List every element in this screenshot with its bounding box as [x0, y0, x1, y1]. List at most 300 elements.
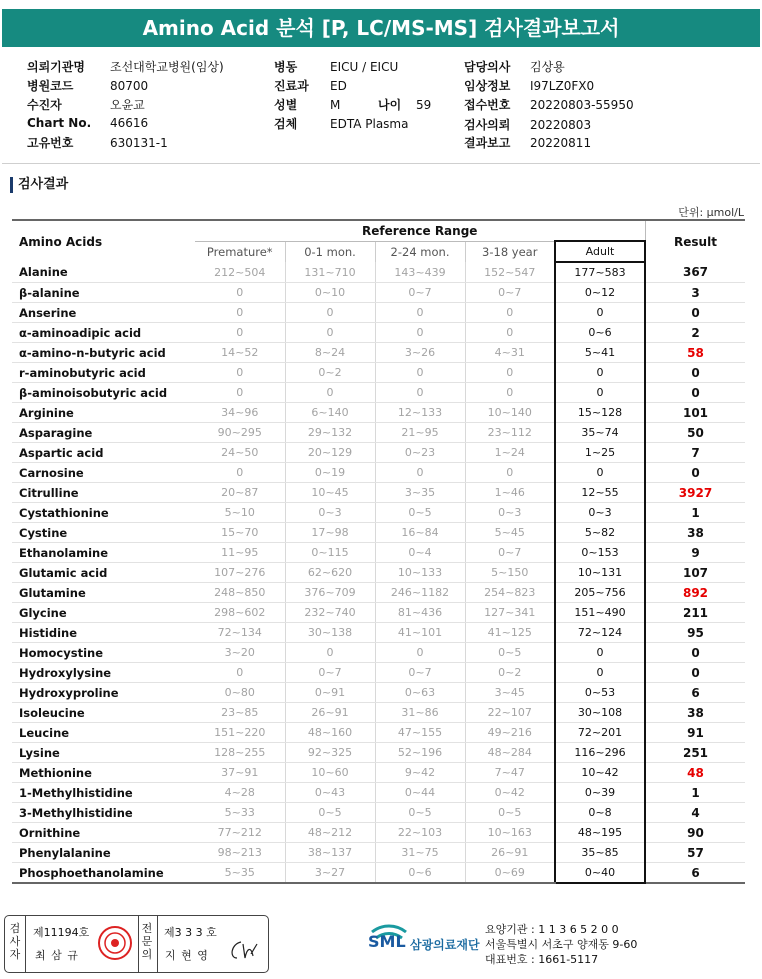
table-row	[12, 303, 745, 323]
reference-range-cell: 0~12	[555, 283, 645, 303]
reference-range-cell: 0~3	[465, 503, 555, 523]
reference-range-cell: 0	[285, 643, 375, 663]
reviewer-number: 제3 3 3 호	[164, 926, 217, 939]
reference-range-cell: 376~709	[285, 583, 375, 603]
unit-label: 단위: μmol/L	[678, 206, 744, 219]
reference-range-cell: 5~45	[465, 523, 555, 543]
reference-range-cell: 0~43	[285, 783, 375, 803]
examiner-name: 최 삼 규	[35, 949, 79, 962]
reference-range-cell: 35~74	[555, 423, 645, 443]
reference-range-cell: 0~63	[375, 683, 465, 703]
amino-acid-name: Asparagine	[12, 423, 195, 443]
table-row	[12, 603, 745, 623]
result-value: 58	[645, 343, 745, 363]
table-row	[12, 843, 745, 863]
reference-range-cell: 0	[465, 463, 555, 483]
receipt-label: 접수번호	[464, 98, 511, 112]
reference-range-cell: 254~823	[465, 583, 555, 603]
reference-range-cell: 24~50	[195, 443, 285, 463]
result-value: 367	[645, 262, 745, 283]
amino-acid-name: Arginine	[12, 403, 195, 423]
result-value: 91	[645, 723, 745, 743]
clinical-value: I97LZ0FX0	[530, 79, 595, 93]
reference-range-cell: 0~69	[465, 863, 555, 884]
reference-range-cell: 0~6	[375, 863, 465, 884]
reference-range-cell: 0	[195, 303, 285, 323]
amino-acid-name: Histidine	[12, 623, 195, 643]
examiner-label: 검사자	[9, 922, 21, 961]
table-row	[12, 523, 745, 543]
reference-range-cell: 5~150	[465, 563, 555, 583]
reference-range-cell: 26~91	[285, 703, 375, 723]
reference-range-cell: 26~91	[465, 843, 555, 863]
reference-range-cell: 41~101	[375, 623, 465, 643]
results-table	[12, 219, 745, 884]
amino-acid-name: Ornithine	[12, 823, 195, 843]
reference-range-cell: 1~24	[465, 443, 555, 463]
logo-text: SML	[368, 932, 406, 951]
reference-range-cell: 0~7	[375, 283, 465, 303]
chart-label: Chart No.	[27, 116, 92, 130]
reference-range-cell: 20~129	[285, 443, 375, 463]
reference-range-cell: 0~5	[465, 803, 555, 823]
sex-value: M	[330, 98, 341, 112]
reference-range-cell: 10~131	[555, 563, 645, 583]
reference-range-cell: 0~2	[465, 663, 555, 683]
reference-range-cell: 0	[555, 463, 645, 483]
reference-range-cell: 0	[195, 283, 285, 303]
amino-acid-name: Carnosine	[12, 463, 195, 483]
reference-range-cell: 3~35	[375, 483, 465, 503]
amino-acid-name: β-alanine	[12, 283, 195, 303]
reference-range-cell: 0~7	[465, 283, 555, 303]
amino-acid-name: Methionine	[12, 763, 195, 783]
col-0-1-mon: 0-1 mon.	[285, 241, 375, 262]
result-value: 6	[645, 683, 745, 703]
reference-range-cell: 0	[375, 323, 465, 343]
reference-range-cell: 0~23	[375, 443, 465, 463]
dept-value: ED	[330, 79, 347, 93]
table-row	[12, 383, 745, 403]
amino-acid-name: Glutamine	[12, 583, 195, 603]
amino-acid-name: r-aminobutyric acid	[12, 363, 195, 383]
reference-range-cell: 20~87	[195, 483, 285, 503]
amino-acid-name: Hydroxyproline	[12, 683, 195, 703]
reference-range-cell: 248~850	[195, 583, 285, 603]
table-row	[12, 343, 745, 363]
table-row	[12, 823, 745, 843]
result-value: 2	[645, 323, 745, 343]
amino-acid-name: Glutamic acid	[12, 563, 195, 583]
table-row	[12, 743, 745, 763]
reference-range-cell: 0	[555, 363, 645, 383]
result-value: 101	[645, 403, 745, 423]
result-value: 0	[645, 663, 745, 683]
result-value: 1	[645, 503, 745, 523]
org-phone: 대표번호 : 1661-5117	[485, 953, 599, 966]
reference-range-cell: 0	[285, 383, 375, 403]
result-value: 9	[645, 543, 745, 563]
col-result: Result	[645, 220, 745, 262]
reference-range-cell: 41~125	[465, 623, 555, 643]
reference-range-cell: 8~24	[285, 343, 375, 363]
request-row	[464, 116, 591, 133]
seal-icon	[97, 925, 133, 961]
amino-acid-name: Aspartic acid	[12, 443, 195, 463]
reference-range-cell: 0~3	[555, 503, 645, 523]
reference-range-cell: 72~201	[555, 723, 645, 743]
reviewer-label: 전문의	[141, 922, 153, 961]
reference-range-cell: 10~133	[375, 563, 465, 583]
reference-range-cell: 0	[555, 383, 645, 403]
reference-range-cell: 10~45	[285, 483, 375, 503]
request-value: 20220803	[530, 118, 592, 132]
result-value: 95	[645, 623, 745, 643]
table-row	[12, 763, 745, 783]
reference-range-cell: 5~33	[195, 803, 285, 823]
specimen-value: EDTA Plasma	[330, 117, 409, 131]
result-value: 50	[645, 423, 745, 443]
report-date-row	[464, 134, 591, 151]
reference-range-cell: 0~7	[375, 663, 465, 683]
reference-range-cell: 212~504	[195, 262, 285, 283]
result-value: 6	[645, 863, 745, 884]
amino-acid-name: Ethanolamine	[12, 543, 195, 563]
ward-label: 병동	[274, 60, 298, 74]
reference-range-cell: 37~91	[195, 763, 285, 783]
chart-value: 46616	[110, 116, 149, 130]
receipt-row	[464, 96, 634, 113]
reference-range-cell: 10~60	[285, 763, 375, 783]
reference-range-cell: 0	[375, 363, 465, 383]
table-row	[12, 683, 745, 703]
receipt-value: 20220803-55950	[530, 98, 634, 112]
reference-range-cell: 5~41	[555, 343, 645, 363]
amino-acid-name: Anserine	[12, 303, 195, 323]
name-label: 수진자	[27, 98, 62, 112]
report-title: Amino Acid 분석 [P, LC/MS-MS] 검사결과보고서	[2, 9, 760, 47]
reference-range-cell: 72~134	[195, 623, 285, 643]
result-value: 90	[645, 823, 745, 843]
reference-range-cell: 5~82	[555, 523, 645, 543]
result-value: 211	[645, 603, 745, 623]
reference-range-cell: 12~55	[555, 483, 645, 503]
reference-range-cell: 4~28	[195, 783, 285, 803]
reference-range-cell: 3~45	[465, 683, 555, 703]
reference-range-cell: 22~103	[375, 823, 465, 843]
reference-range-cell: 6~140	[285, 403, 375, 423]
reference-range-cell: 0	[195, 323, 285, 343]
amino-acid-name: Cystathionine	[12, 503, 195, 523]
reference-range-cell: 0	[195, 663, 285, 683]
reference-range-cell: 23~112	[465, 423, 555, 443]
amino-acid-name: 3-Methylhistidine	[12, 803, 195, 823]
sex-label: 성별	[274, 98, 298, 112]
reference-range-cell: 48~212	[285, 823, 375, 843]
result-value: 0	[645, 383, 745, 403]
table-row	[12, 363, 745, 383]
id-row	[27, 134, 168, 151]
hospital-value: 조선대학교병원(임상)	[110, 60, 224, 74]
reference-range-cell: 1~46	[465, 483, 555, 503]
reference-range-cell: 62~620	[285, 563, 375, 583]
reference-range-cell: 0~3	[285, 503, 375, 523]
reference-range-cell: 0~39	[555, 783, 645, 803]
col-premature: Premature*	[195, 241, 285, 262]
reference-range-cell: 90~295	[195, 423, 285, 443]
divider	[2, 163, 760, 164]
examiner-number: 제11194호	[33, 926, 90, 939]
amino-acid-name: Homocystine	[12, 643, 195, 663]
reference-range-cell: 0	[465, 303, 555, 323]
reference-range-cell: 205~756	[555, 583, 645, 603]
table-row	[12, 403, 745, 423]
id-value: 630131-1	[110, 136, 168, 150]
reference-range-cell: 0	[285, 323, 375, 343]
reference-range-cell: 0	[375, 463, 465, 483]
specimen-label: 검체	[274, 117, 298, 131]
reference-range-cell: 0~40	[555, 863, 645, 884]
reference-range-cell: 52~196	[375, 743, 465, 763]
reference-range-cell: 15~128	[555, 403, 645, 423]
col-amino-acids: Amino Acids	[12, 220, 195, 262]
table-row	[12, 643, 745, 663]
reference-range-cell: 0	[555, 303, 645, 323]
reference-range-cell: 1~25	[555, 443, 645, 463]
reference-range-cell: 31~86	[375, 703, 465, 723]
reference-range-cell: 17~98	[285, 523, 375, 543]
amino-acid-name: Alanine	[12, 262, 195, 283]
reference-range-cell: 127~341	[465, 603, 555, 623]
reference-range-cell: 14~52	[195, 343, 285, 363]
reference-range-cell: 15~70	[195, 523, 285, 543]
result-value: 0	[645, 303, 745, 323]
result-value: 892	[645, 583, 745, 603]
reference-range-cell: 0~19	[285, 463, 375, 483]
reference-range-cell: 0~80	[195, 683, 285, 703]
result-value: 38	[645, 703, 745, 723]
doctor-row	[464, 58, 565, 75]
table-row	[12, 863, 745, 884]
reference-range-cell: 131~710	[285, 262, 375, 283]
table-row	[12, 723, 745, 743]
table-row	[12, 283, 745, 303]
report-date-label: 결과보고	[464, 136, 511, 150]
reference-range-cell: 7~47	[465, 763, 555, 783]
reference-range-cell: 152~547	[465, 262, 555, 283]
amino-acid-name: Cystine	[12, 523, 195, 543]
reference-range-cell: 10~140	[465, 403, 555, 423]
reviewer-name: 지 현 영	[165, 949, 209, 962]
reference-range-cell: 246~1182	[375, 583, 465, 603]
amino-acid-name: 1-Methylhistidine	[12, 783, 195, 803]
reference-range-cell: 92~325	[285, 743, 375, 763]
reference-range-cell: 3~20	[195, 643, 285, 663]
reference-range-cell: 77~212	[195, 823, 285, 843]
amino-acid-name: β-aminoisobutyric acid	[12, 383, 195, 403]
reference-range-cell: 98~213	[195, 843, 285, 863]
reference-range-cell: 0	[465, 383, 555, 403]
result-value: 48	[645, 763, 745, 783]
id-label: 고유번호	[27, 136, 74, 150]
reference-range-cell: 0~5	[375, 803, 465, 823]
result-value: 1	[645, 783, 745, 803]
table-row	[12, 783, 745, 803]
specimen-row	[274, 115, 408, 132]
sml-logo	[368, 922, 480, 962]
table-row	[12, 483, 745, 503]
name-row	[27, 96, 145, 113]
org-code: 요양기관 : 1 1 3 6 5 2 0 0	[485, 923, 619, 936]
hospital-label: 의뢰기관명	[27, 60, 85, 74]
reference-range-cell: 0~115	[285, 543, 375, 563]
result-value: 0	[645, 643, 745, 663]
reference-range-cell: 0~2	[285, 363, 375, 383]
dept-row	[274, 77, 347, 94]
reference-range-cell: 0	[555, 643, 645, 663]
reference-range-cell: 0~5	[465, 643, 555, 663]
amino-acid-name: Citrulline	[12, 483, 195, 503]
result-value: 38	[645, 523, 745, 543]
dept-label: 진료과	[274, 79, 309, 93]
reference-range-cell: 0	[195, 383, 285, 403]
reference-range-cell: 9~42	[375, 763, 465, 783]
code-value: 80700	[110, 79, 149, 93]
amino-acid-name: Phenylalanine	[12, 843, 195, 863]
reference-range-cell: 0~7	[285, 663, 375, 683]
reference-range-cell: 0	[465, 323, 555, 343]
reference-range-cell: 151~220	[195, 723, 285, 743]
reference-range-cell: 0	[375, 303, 465, 323]
reference-range-cell: 38~137	[285, 843, 375, 863]
result-value: 7	[645, 443, 745, 463]
reference-range-cell: 16~84	[375, 523, 465, 543]
reference-range-cell: 0~5	[375, 503, 465, 523]
table-row	[12, 623, 745, 643]
signature-box	[4, 915, 269, 973]
age-value: 59	[416, 98, 432, 112]
name-value: 오윤교	[110, 98, 145, 112]
ward-value: EICU / EICU	[330, 60, 399, 74]
reference-range-cell: 177~583	[555, 262, 645, 283]
reference-range-cell: 0~53	[555, 683, 645, 703]
amino-acid-name: Lysine	[12, 743, 195, 763]
col-reference-range: Reference Range	[195, 220, 645, 241]
col-adult: Adult	[555, 241, 645, 262]
reference-range-cell: 3~27	[285, 863, 375, 884]
chart-row	[27, 116, 148, 130]
report-date-value: 20220811	[530, 136, 592, 150]
table-row	[12, 803, 745, 823]
result-value: 0	[645, 463, 745, 483]
reference-range-cell: 0~153	[555, 543, 645, 563]
reference-range-cell: 0	[195, 463, 285, 483]
reference-range-cell: 21~95	[375, 423, 465, 443]
doctor-label: 담당의사	[464, 60, 511, 74]
reference-range-cell: 0	[285, 303, 375, 323]
result-value: 4	[645, 803, 745, 823]
ward-row	[274, 58, 398, 75]
table-row	[12, 583, 745, 603]
reference-range-cell: 107~276	[195, 563, 285, 583]
result-value: 251	[645, 743, 745, 763]
result-value: 0	[645, 363, 745, 383]
section-title: 검사결과	[10, 177, 68, 193]
reference-range-cell: 0~91	[285, 683, 375, 703]
age-label: 나이	[378, 98, 402, 112]
reference-range-cell: 0~4	[375, 543, 465, 563]
amino-acid-name: Leucine	[12, 723, 195, 743]
reference-range-cell: 31~75	[375, 843, 465, 863]
reference-range-cell: 47~155	[375, 723, 465, 743]
table-row	[12, 563, 745, 583]
hospital-row	[27, 58, 224, 75]
reference-range-cell: 0~6	[555, 323, 645, 343]
amino-acid-name: Hydroxylysine	[12, 663, 195, 683]
table-row	[12, 262, 745, 283]
request-label: 검사의뢰	[464, 118, 511, 132]
table-row	[12, 543, 745, 563]
reference-range-cell: 0~42	[465, 783, 555, 803]
result-value: 57	[645, 843, 745, 863]
reference-range-cell: 48~195	[555, 823, 645, 843]
table-row	[12, 443, 745, 463]
reference-range-cell: 0	[195, 363, 285, 383]
reference-range-cell: 48~160	[285, 723, 375, 743]
amino-acid-name: Isoleucine	[12, 703, 195, 723]
table-row	[12, 423, 745, 443]
doctor-value: 김상용	[530, 60, 565, 74]
org-address: 서울특별시 서초구 양재동 9-60	[485, 938, 638, 951]
reference-range-cell: 72~124	[555, 623, 645, 643]
reference-range-cell: 10~42	[555, 763, 645, 783]
reference-range-cell: 23~85	[195, 703, 285, 723]
reference-range-cell: 12~133	[375, 403, 465, 423]
table-row	[12, 503, 745, 523]
reference-range-cell: 0~8	[555, 803, 645, 823]
signature-icon	[227, 938, 259, 962]
table-row	[12, 703, 745, 723]
code-row	[27, 77, 148, 94]
table-row	[12, 663, 745, 683]
reference-range-cell: 29~132	[285, 423, 375, 443]
org-info	[485, 922, 637, 967]
reference-range-cell: 128~255	[195, 743, 285, 763]
reference-range-cell: 10~163	[465, 823, 555, 843]
table-row	[12, 463, 745, 483]
clinical-label: 임상정보	[464, 79, 511, 93]
reference-range-cell: 298~602	[195, 603, 285, 623]
reference-range-cell: 143~439	[375, 262, 465, 283]
reference-range-cell: 35~85	[555, 843, 645, 863]
reference-range-cell: 22~107	[465, 703, 555, 723]
reference-range-cell: 30~108	[555, 703, 645, 723]
reference-range-cell: 116~296	[555, 743, 645, 763]
reference-range-cell: 11~95	[195, 543, 285, 563]
result-value: 3	[645, 283, 745, 303]
reference-range-cell: 0~44	[375, 783, 465, 803]
reference-range-cell: 30~138	[285, 623, 375, 643]
result-value: 3927	[645, 483, 745, 503]
sex-age-row	[274, 96, 431, 113]
reference-range-cell: 151~490	[555, 603, 645, 623]
reference-range-cell: 0	[375, 643, 465, 663]
amino-acid-name: Glycine	[12, 603, 195, 623]
reference-range-cell: 81~436	[375, 603, 465, 623]
reference-range-cell: 34~96	[195, 403, 285, 423]
amino-acid-name: α-aminoadipic acid	[12, 323, 195, 343]
reference-range-cell: 48~284	[465, 743, 555, 763]
